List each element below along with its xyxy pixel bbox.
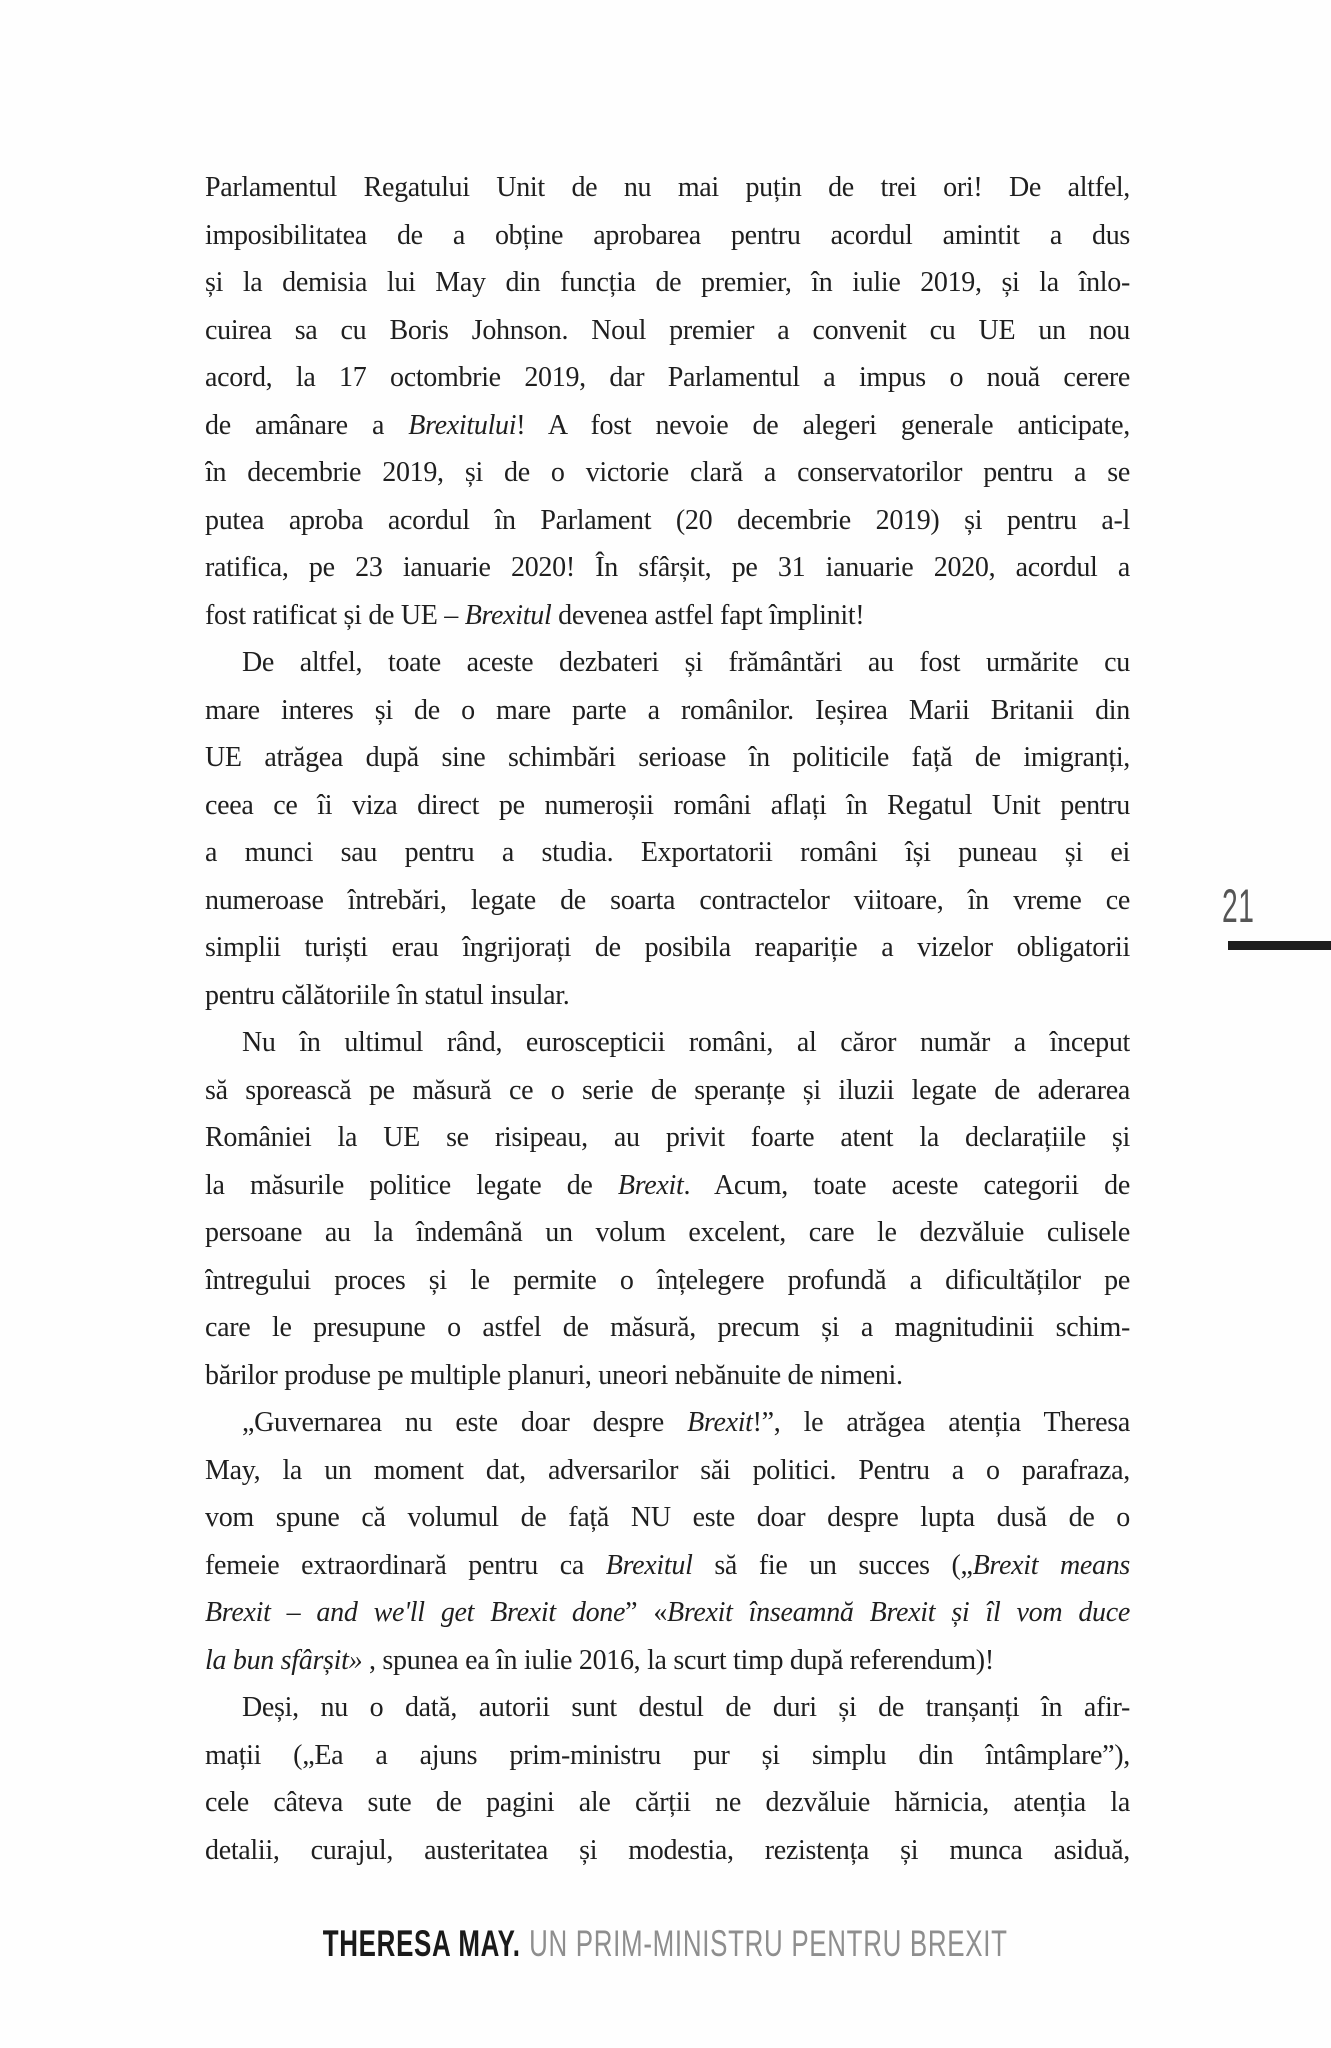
text-line [205, 354, 1130, 402]
text-run: imposibilitatea de a obține aprobarea pentru acordul amintit a dus [205, 219, 1130, 251]
footer-subtitle: UN PRIM-MINISTRU PENTRU BREXIT [529, 1923, 1008, 1964]
text-run: cuirea sa cu Boris Johnson. Noul premier a convenit cu UE un nou [205, 314, 1130, 346]
text-line [205, 1019, 1130, 1067]
text-line [205, 1399, 1130, 1447]
text-line [205, 592, 1130, 640]
text-run: !”, le atrăgea atenția Theresa [752, 1407, 1130, 1438]
text-run: ” « [625, 1597, 668, 1628]
text-line [205, 1114, 1130, 1162]
text-run: De altfel, toate aceste dezbateri și frământări au fost urmărite cu [242, 647, 1130, 678]
text-run: „Guvernarea nu este doar despre [242, 1407, 688, 1438]
text-line [205, 734, 1130, 782]
text-line [205, 1257, 1130, 1305]
text-line [205, 829, 1130, 877]
text-run: UE atrăgea după sine schimbări serioase în politicile față de imigranți, [205, 742, 1130, 773]
text-run: în decembrie 2019, și de o victorie clară a conservatorilor pentru a se [205, 457, 1130, 488]
text-line [205, 1209, 1130, 1257]
text-run: simplii turiști erau îngrijorați de posibila reapariție a vizelor obligatorii [205, 932, 1130, 963]
text-line [205, 924, 1130, 972]
text-run: la măsurile politice legate de [205, 1169, 618, 1201]
text-run: de amânare a [205, 409, 409, 441]
text-line [205, 497, 1130, 545]
text-run: Parlamentul Regatului Unit de nu mai puțin de trei ori! De altfel, [205, 172, 1130, 203]
text-run: acord, la 17 octombrie 2019, dar Parlamentul a impus o nouă cerere [205, 362, 1130, 393]
text-run: ratifica, pe 23 ianuarie 2020! În sfârșit, pe 31 ianuarie 2020, acordul a [205, 552, 1130, 583]
italic-text-run: la bun sfârșit» [205, 1644, 363, 1676]
text-line [205, 449, 1130, 497]
text-line [205, 1304, 1130, 1352]
text-run: putea aproba acordul în Parlament (20 decembrie 2019) și pentru a-l [205, 504, 1130, 536]
text-line [205, 1162, 1130, 1210]
text-run: vom spune că volumul de față NU este doar despre lupta dusă de o [205, 1502, 1130, 1533]
text-run: detalii, curajul, austeritatea și modestia, rezistența și munca asiduă, [205, 1834, 1130, 1866]
text-line [205, 544, 1130, 592]
text-run: Nu în ultimul rând, euroscepticii români, al căror număr a început [242, 1027, 1130, 1058]
text-run: bărilor produse pe multiple planuri, uneori nebănuite de nimeni. [205, 1359, 903, 1391]
text-run: care le presupune o astfel de măsură, precum și a magnitudinii schim- [205, 1312, 1130, 1343]
text-line [205, 212, 1130, 260]
running-footer-text [323, 1925, 1008, 1962]
text-line [205, 1067, 1130, 1115]
italic-text-run: Brexit means [972, 1549, 1130, 1581]
text-line [205, 1447, 1130, 1495]
text-run: să sporească pe măsură ce o serie de speranțe și iluzii legate de aderarea [205, 1074, 1130, 1106]
text-run: cele câteva sute de pagini ale cărții ne dezvăluie hărnicia, atenția la [205, 1787, 1130, 1818]
text-run: României la UE se risipeau, au privit foarte atent la declarațiile și [205, 1122, 1130, 1153]
text-line [205, 1732, 1130, 1780]
text-run: . Acum, toate aceste categorii de [683, 1169, 1130, 1201]
text-run: ceea ce îi viza direct pe numeroșii români aflați în Regatul Unit pentru [205, 789, 1130, 821]
text-run: devenea astfel fapt împlinit! [551, 599, 865, 631]
text-run: May, la un moment dat, adversarilor săi politici. Pentru a o parafraza, [205, 1454, 1130, 1486]
text-run: fost ratificat și de UE – [205, 599, 465, 631]
text-run: pentru călătoriile în statul insular. [205, 979, 570, 1011]
text-line [205, 687, 1130, 735]
italic-text-run: Brexit [687, 1407, 753, 1438]
italic-text-run: Brexitul [464, 599, 552, 631]
text-run: mații („Ea a ajuns prim-ministru pur și simplu din întâmplare”), [205, 1739, 1130, 1771]
text-run: , spunea ea în iulie 2016, la scurt timp după referendum)! [362, 1644, 994, 1676]
text-run: să fie un succes („ [692, 1549, 973, 1581]
text-line [205, 1779, 1130, 1827]
italic-text-run: Brexit – and we'll get Brexit done [205, 1597, 626, 1628]
italic-text-run: Brexit înseamnă Brexit și îl vom duce [667, 1597, 1130, 1628]
text-run: ! A fost nevoie de alegeri generale anticipate, [516, 409, 1130, 441]
text-line [205, 877, 1130, 925]
running-footer [0, 1925, 1331, 1962]
text-line [205, 972, 1130, 1020]
text-line [205, 402, 1130, 450]
text-run: întregului proces și le permite o înțelegere profundă a dificultăților pe [205, 1264, 1130, 1296]
text-run: persoane au la îndemână un volum excelent, care le dezvăluie culisele [205, 1217, 1130, 1248]
text-line [205, 1637, 1130, 1685]
text-run: a munci sau pentru a studia. Exportatorii români își puneau și ei [205, 837, 1130, 868]
text-run: și la demisia lui May din funcția de premier, în iulie 2019, și la înlo- [205, 267, 1130, 298]
text-line [205, 1827, 1130, 1875]
text-run: mare interes și de o mare parte a românilor. Ieșirea Marii Britanii din [205, 694, 1130, 726]
page-number-bar [1228, 941, 1331, 950]
text-line [205, 259, 1130, 307]
text-run: femeie extraordinară pentru ca [205, 1549, 606, 1581]
text-line [205, 1684, 1130, 1732]
italic-text-run: Brexitului [408, 409, 517, 441]
text-run: Deși, nu o dată, autorii sunt destul de duri și de tranșanți în afir- [242, 1692, 1130, 1723]
text-line [205, 307, 1130, 355]
text-line [205, 1589, 1130, 1637]
page-number: 21 [1222, 879, 1255, 932]
body-text [205, 164, 1130, 1874]
text-run: numeroase întrebări, legate de soarta contractelor viitoare, în vreme ce [205, 884, 1130, 916]
italic-text-run: Brexit [617, 1169, 684, 1201]
italic-text-run: Brexitul [605, 1549, 693, 1581]
footer-book-title: THERESA MAY. [323, 1923, 521, 1964]
text-line [205, 639, 1130, 687]
text-line [205, 782, 1130, 830]
text-line [205, 1542, 1130, 1590]
text-line [205, 1494, 1130, 1542]
text-line [205, 164, 1130, 212]
text-line [205, 1352, 1130, 1400]
